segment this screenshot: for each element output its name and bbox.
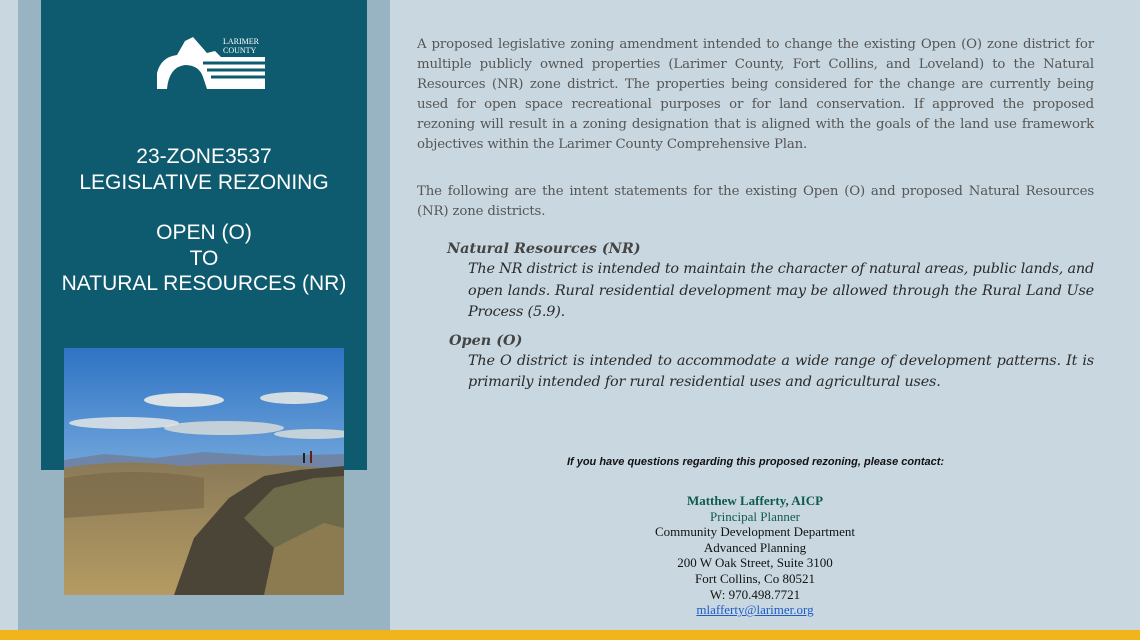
contact-division: Advanced Planning: [703, 539, 807, 555]
contact-city: Fort Collins, Co 80521: [695, 570, 815, 586]
zone-description-nr: The NR district is intended to maintain the character of natural areas, public lands, and open lands. Rural residential development may be allowed through the Rural Land Use Process (5.9).: [468, 261, 1094, 320]
bottom-accent-bar: [0, 630, 1140, 640]
landscape-photo: [64, 348, 344, 595]
contact-street: 200 W Oak Street, Suite 3100: [677, 555, 833, 571]
intro-paragraph: A proposed legislative zoning amendment intended to change the existing Open (O) zone district for multiple publicly owned properties (Larimer County, Fort Collins, and Loveland) to the Natural Resources (NR) zone district. The properties being considered for the change are currently being used for open space recreational purposes or for land conservation. If approved the proposed rezoning will result in a zoning designation that is aligned with the goals of the land use framework objectives within the Larimer County Comprehensive Plan.: [417, 37, 1094, 152]
contact-role: Principal Planner: [710, 508, 800, 524]
contact-email-link[interactable]: mlafferty@larimer.org: [696, 602, 814, 618]
intent-paragraph: The following are the intent statements for the existing Open (O) and proposed Natural Resources (NR) zone districts.: [417, 184, 1094, 219]
logo-line-2: COUNTY: [223, 46, 257, 55]
contact-phone: W: 970.498.7721: [709, 586, 801, 602]
logo-text: [223, 37, 259, 55]
zone-description-open: The O district is intended to accommodate a wide range of development patterns. It is primarily intended for rural residential uses and agricultural uses.: [468, 352, 1094, 390]
contact-block: [600, 493, 910, 618]
contact-name: Matthew Lafferty, AICP: [686, 493, 824, 508]
page-title: [41, 144, 367, 297]
contact-department: Community Development Department: [654, 524, 855, 540]
title-zone-number: 23-ZONE3537: [136, 145, 272, 168]
zone-heading-nr: Natural Resources (NR): [447, 240, 641, 257]
title-rezoning: LEGISLATIVE REZONING: [79, 170, 329, 194]
title-natural-resources: NATURAL RESOURCES (NR): [61, 272, 347, 295]
main-content: [417, 35, 1094, 394]
title-to: TO: [189, 246, 219, 270]
logo-line-1: LARIMER: [223, 37, 259, 46]
title-open: OPEN (O): [156, 221, 252, 244]
zone-heading-open: Open (O): [449, 331, 523, 349]
contact-prompt: If you have questions regarding this proposed rezoning, please contact:: [566, 456, 945, 468]
